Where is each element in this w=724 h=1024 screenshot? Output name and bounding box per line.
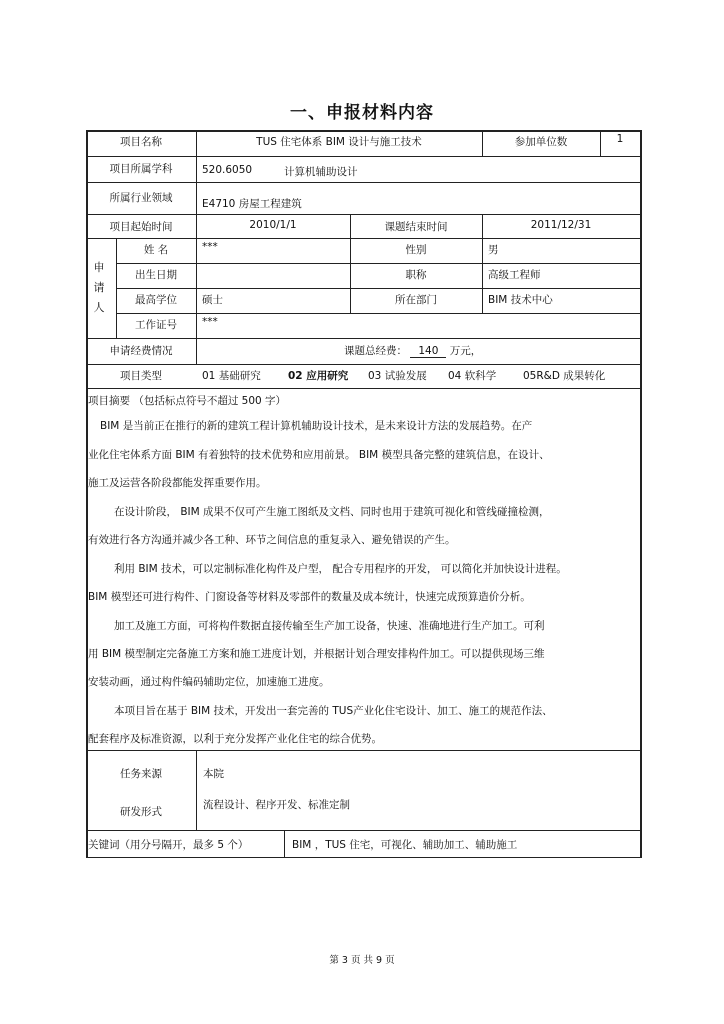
dev-form-value: 流程设计、程序开发、标准定制 (203, 799, 350, 811)
rule (86, 214, 642, 215)
funding-label: 申请经费情况 (109, 345, 173, 357)
rule (116, 288, 642, 289)
project-type-option: 04 软科学 (448, 370, 497, 382)
industry-label: 所属行业领域 (109, 192, 173, 204)
rule (86, 388, 642, 389)
gender-label: 性别 (405, 244, 427, 256)
project-type-option: 05R&D 成果转化 (523, 370, 606, 382)
rule (86, 130, 642, 132)
subject-name: 计算机辅助设计 (284, 166, 358, 178)
abstract-line: BIM 是当前正在推行的新的建筑工程计算机辅助设计技术，是未来设计方法的发展趋势。在产 (100, 420, 533, 432)
department-label: 所在部门 (395, 294, 437, 306)
abstract-line: 利用 BIM 技术，可以定制标准化构件及户型， 配合专用程序的开发， 可以简化并加快设计进程。 (114, 563, 567, 575)
rule (86, 364, 642, 365)
rule (482, 238, 483, 313)
abstract-line: 加工及施工方面，可将构件数据直接传输至生产加工设备，快速、准确地进行生产加工。可利 (114, 620, 545, 632)
department-value: BIM 技术中心 (488, 294, 553, 306)
abstract-line: 施工及运营各阶段都能发挥重要作用。 (88, 477, 267, 489)
project-type-option: 03 试验发展 (368, 370, 427, 382)
dev-form-label: 研发形式 (120, 806, 162, 818)
rule (640, 130, 642, 858)
title-label: 职称 (405, 269, 427, 281)
rule (116, 313, 642, 314)
birth-label: 出生日期 (135, 269, 177, 281)
funding-total (344, 343, 481, 358)
rule (86, 238, 642, 239)
funding-total-value: 140 (410, 345, 446, 358)
rule (196, 238, 197, 364)
application-form-table (86, 130, 642, 858)
rule (86, 156, 642, 157)
degree-label: 最高学位 (135, 294, 177, 306)
applicant-name-label: 姓 名 (143, 244, 169, 256)
rule (86, 857, 642, 858)
subject-label: 项目所属学科 (109, 163, 173, 175)
abstract-line: 用 BIM 模型制定完备施工方案和施工进度计划，并根据计划合理安排构件加工。可以提供现场三维 (88, 648, 545, 660)
abstract-line: 配套程序及标准资源，以利于充分发挥产业化住宅的综合优势。 (88, 733, 382, 745)
abstract-line: 有效进行各方沟通并减少各工种、环节之间信息的重复录入、避免错误的产生。 (88, 534, 456, 546)
funding-suffix: 万元， (449, 345, 482, 357)
rule (86, 182, 642, 183)
end-date-value: 2011/12/31 (530, 219, 592, 231)
keywords-value: BIM ，TUS 住宅，可视化、辅助加工、辅助施工 (292, 839, 518, 851)
work-id-label: 工作证号 (135, 319, 177, 331)
applicant-name-value: *** (202, 241, 218, 253)
work-id-value: *** (202, 316, 218, 328)
subject-code: 520.6050 (202, 164, 253, 176)
title-value: 高级工程师 (488, 269, 541, 281)
start-date-value: 2010/1/1 (249, 219, 297, 231)
task-source-label: 任务来源 (120, 768, 162, 780)
project-type-label: 项目类型 (120, 370, 162, 382)
abstract-line: 业化住宅体系方面 BIM 有着独特的技术优势和应用前景。 BIM 模型具备完整的建筑信息，在设计、 (88, 449, 550, 461)
end-date-label: 课题结束时间 (384, 221, 448, 233)
project-type-option: 01 基础研究 (202, 370, 261, 382)
side-char: 人 (93, 301, 105, 314)
abstract-line: 本项目旨在基于 BIM 技术，开发出一套完善的 TUS产业化住宅设计、加工、施工的规范作法、 (114, 705, 553, 717)
page-footer: 第 3 页 共 9 页 (329, 955, 395, 966)
rule (86, 130, 88, 858)
keywords-label: 关键词（用分号隔开，最多 5 个） (88, 839, 249, 851)
task-source-value: 本院 (203, 768, 224, 780)
project-name-label: 项目名称 (120, 136, 162, 148)
start-date-label: 项目起始时间 (109, 221, 173, 233)
abstract-line: 安装动画，通过构件编码辅助定位，加速施工进度。 (88, 676, 330, 688)
rule (86, 750, 642, 751)
rule (196, 750, 197, 830)
units-value: 1 (616, 133, 624, 145)
gender-value: 男 (488, 244, 499, 256)
side-char: 请 (93, 281, 105, 294)
page-title: 一、申报材料内容 (290, 103, 434, 123)
industry-value: E4710 房屋工程建筑 (202, 198, 302, 210)
rule (86, 338, 642, 339)
units-label: 参加单位数 (514, 136, 568, 148)
project-name-value: TUS 住宅体系 BIM 设计与施工技术 (256, 136, 422, 148)
degree-value: 硕士 (202, 294, 223, 306)
rule (116, 263, 642, 264)
side-char: 申 (93, 261, 105, 274)
abstract-line: BIM 模型还可进行构件、门窗设备等材料及零部件的数量及成本统计，快速完成预算造价分析。 (88, 591, 531, 603)
applicant-side-label (92, 258, 106, 318)
abstract-heading: 项目摘要 （包括标点符号不超过 500 字） (88, 395, 287, 407)
project-type-option: 02 应用研究 (288, 370, 349, 382)
abstract-line: 在设计阶段， BIM 成果不仅可产生施工图纸及文档、同时也用于建筑可视化和管线碰撞检测， (114, 506, 550, 518)
funding-prefix: 课题总经费： (344, 345, 407, 357)
rule (284, 830, 285, 857)
rule (86, 830, 642, 831)
